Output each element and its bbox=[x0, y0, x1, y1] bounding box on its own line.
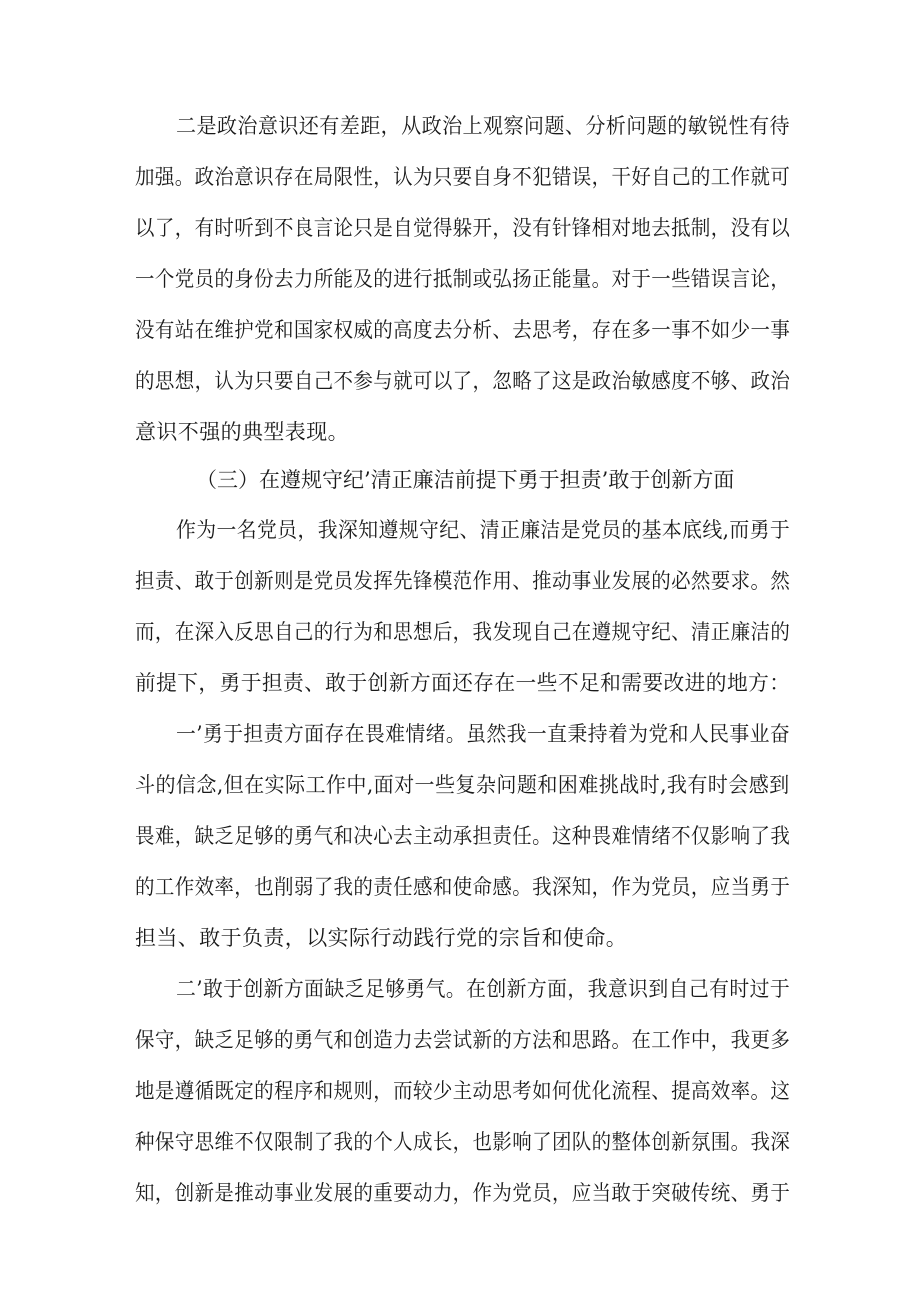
paragraph-3-line-2: 斗的信念,但在实际工作中,面对一些复杂问题和困难挑战时,我有时会感到 bbox=[135, 773, 790, 797]
paragraph-2-line-2: 担责、敢于创新则是党员发挥先锋模范作用、推动事业发展的必然要求。然 bbox=[135, 569, 791, 593]
paragraph-4-line-4: 种保守思维不仅限制了我的个人成长，也影响了团队的整体创新氛围。我深 bbox=[135, 1130, 791, 1154]
paragraph-2-line-1: 作为一名党员，我深知遵规守纪、清正廉洁是党员的基本底线,而勇于 bbox=[176, 518, 791, 542]
paragraph-3-line-3: 畏难，缺乏足够的勇气和决心去主动承担责任。这种畏难情绪不仅影响了我 bbox=[135, 824, 791, 848]
paragraph-3-line-5: 担当、敢于负责，以实际行动践行党的宗旨和使命。 bbox=[135, 926, 628, 950]
paragraph-1-line-7: 意识不强的典型表现。 bbox=[135, 420, 349, 444]
paragraph-3-line-1: 一’勇于担责方面存在畏难情绪。虽然我一直秉持着为党和人民事业奋 bbox=[176, 722, 791, 746]
paragraph-1-line-4: 一个党员的身份去力所能及的进行抵制或弘扬正能量。对于一些错误言论， bbox=[135, 267, 791, 291]
paragraph-1-line-6: 的思想，认为只要自己不参与就可以了，忽略了这是政治敏感度不够、政治 bbox=[135, 369, 791, 393]
paragraph-1-line-5: 没有站在维护党和国家权威的高度去分析、去思考，存在多一事不如少一事 bbox=[135, 318, 791, 342]
paragraph-4-line-2: 保守，缺乏足够的勇气和创造力去尝试新的方法和思路。在工作中，我更多 bbox=[135, 1028, 791, 1052]
paragraph-4-line-5: 知，创新是推动事业发展的重要动力，作为党员，应当敢于突破传统、勇于 bbox=[135, 1181, 791, 1205]
paragraph-2-line-3: 而，在深入反思自己的行为和思想后，我发现自己在遵规守纪、清正廉洁的 bbox=[135, 620, 791, 644]
paragraph-3-line-4: 的工作效率，也削弱了我的责任感和使命感。我深知，作为党员，应当勇于 bbox=[135, 875, 791, 899]
paragraph-4-line-3: 地是遵循既定的程序和规则，而较少主动思考如何优化流程、提高效率。这 bbox=[135, 1079, 791, 1103]
section-heading: （三）在遵规守纪’清正廉洁前提下勇于担责’敢于创新方面 bbox=[196, 468, 735, 492]
paragraph-2-line-4: 前提下，勇于担责、敢于创新方面还存在一些不足和需要改进的地方： bbox=[135, 671, 791, 695]
paragraph-1-line-1: 二是政治意识还有差距，从政治上观察问题、分析问题的敏锐性有待 bbox=[176, 114, 791, 138]
paragraph-4-line-1: 二’敢于创新方面缺乏足够勇气。在创新方面，我意识到自己有时过于 bbox=[176, 977, 791, 1001]
paragraph-1-line-2: 加强。政治意识存在局限性，认为只要自身不犯错误，干好自己的工作就可 bbox=[135, 165, 791, 189]
paragraph-1-line-3: 以了，有时听到不良言论只是自觉得躲开，没有针锋相对地去抵制，没有以 bbox=[135, 216, 791, 240]
